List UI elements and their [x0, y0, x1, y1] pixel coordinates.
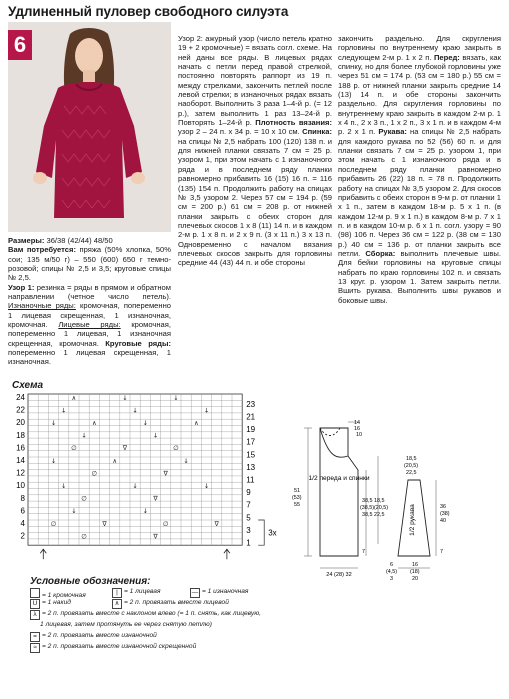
- dim-sleeve-top-3: 22,5: [406, 470, 417, 476]
- chart-stitch-symbol: ∇: [122, 444, 128, 453]
- legend-text: = 1 кромочная: [42, 592, 86, 599]
- row-number-right: 9: [246, 488, 251, 498]
- legend-symbol-icon: |: [112, 588, 122, 598]
- dim-sleeve-len-3: 40: [440, 518, 446, 524]
- chart-stitch-symbol: ∅: [71, 444, 77, 453]
- dim-side-1: 38,5: [362, 498, 373, 504]
- knit-rows-value: кромочная, попеременно 1 лицевая, 1 изнаночная скрещенная, кромочная.: [8, 320, 171, 348]
- row-number-right: 13: [246, 462, 256, 472]
- chart-stitch-symbol: ↓: [132, 481, 138, 490]
- sweater-photo-illustration: [8, 22, 171, 232]
- row-number-left: 24: [16, 392, 25, 402]
- pattern-number-badge: 6: [8, 30, 32, 60]
- purl-rows-value: кромочная, попеременно 1 лицевая скрещенная, 1 изнаночная, кромочная.: [8, 301, 171, 330]
- row-number-right: 15: [246, 450, 256, 460]
- chart-stitch-symbol: ↓: [203, 481, 210, 490]
- dim-base-3: 20: [412, 576, 418, 582]
- dim-sleeve-top-2: (20,5): [404, 463, 419, 469]
- chart-stitch-symbol: ∧: [193, 418, 199, 427]
- row-number-left: 18: [16, 430, 25, 440]
- chart-stitch-symbol: ∇: [102, 519, 107, 528]
- dim-armhole-2: (20,5): [374, 505, 389, 511]
- purl-rows-label: Изнаночные ряды:: [8, 301, 76, 311]
- dim-cuff-1: 6: [390, 562, 393, 568]
- legend-item: [30, 632, 157, 642]
- row-number-right: 1: [246, 538, 251, 548]
- row-number-left: 6: [20, 506, 25, 516]
- assembly-value: выполнить плечевые швы. Для бейки горловины на круговые спицы набрать по краю горловины 102 п. и связать 13 круг. р. узором 1. Затем закрыть петли. Вшить рукава. Выполнить швы рукавов и боковые швы.: [338, 248, 501, 305]
- front-back-outline: [320, 428, 358, 556]
- column-1: [8, 236, 171, 367]
- row-number-right: 11: [246, 475, 255, 485]
- density-value: узор 2 – 24 п. x 34 р. = 10 x 10 см.: [178, 127, 300, 137]
- row-number-left: 20: [16, 418, 25, 428]
- chart-stitch-symbol: ∅: [81, 532, 87, 541]
- dim-sleeve-len-2: (38): [440, 511, 450, 517]
- front-back-label: 1/2 переда и спинки: [308, 475, 370, 482]
- sizes-label: Размеры:: [8, 236, 45, 245]
- row-number-left: 10: [16, 481, 25, 491]
- legend-text: = 2 п. провязать вместе изнаночной скрещенной: [42, 643, 197, 650]
- model-photo: [8, 22, 171, 232]
- chart-stitch-symbol: ∧: [112, 456, 118, 465]
- chart-stitch-symbol: ∧: [91, 418, 97, 427]
- chart-stitch-symbol: ↓: [50, 418, 57, 427]
- dim-side-3: 38,5: [362, 512, 373, 518]
- legend-item: [40, 621, 212, 629]
- chart-stitch-symbol: ↓: [81, 431, 87, 440]
- chart-stitch-symbol: ∧: [71, 393, 77, 402]
- chart-stitch-symbol: ∅: [162, 519, 169, 528]
- legend-item: [30, 643, 196, 653]
- chart-stitch-symbol: ∅: [173, 444, 179, 453]
- chart-stitch-symbol: ∇: [153, 494, 158, 503]
- front-label: Перед:: [433, 52, 460, 62]
- legend-item: [112, 599, 229, 609]
- chart-stitch-symbol: ↓: [183, 456, 189, 465]
- chart-stitch-symbol: ↓: [61, 406, 67, 415]
- schema-title: Схема: [12, 380, 44, 391]
- dim-armhole-1: 18,5: [374, 498, 385, 504]
- col3-intro: закончить раздельно. Для скругления горловины по внутреннему краю закрыть в следующем 2-м р. 1 x 2 п.: [338, 34, 501, 62]
- row-number-left: 2: [20, 531, 25, 541]
- legend-symbol-icon: ≈: [30, 643, 40, 653]
- legend-text: = 2 п. провязать вместе изнаночной: [42, 632, 157, 639]
- row-number-right: 23: [246, 399, 256, 409]
- row-number-right: 5: [246, 513, 251, 523]
- round-rows-value: попеременно 1 лицевая скрещенная, 1 изнаночная.: [8, 348, 171, 367]
- garment-schematics: [290, 416, 505, 586]
- legend-symbol-icon: ∧: [112, 599, 122, 609]
- chart-stitch-symbol: ↓: [50, 456, 57, 465]
- pattern1-value: резинка = ряды в прямом и обратном направлении: [8, 282, 171, 302]
- chart-stitch-symbol: ∅: [50, 519, 57, 528]
- dim-base-1: 16: [412, 562, 418, 568]
- legend-symbol-icon: =: [30, 632, 40, 642]
- chart-stitch-symbol: ↓: [173, 393, 179, 402]
- chart-stitch-symbol: ↓: [152, 431, 159, 440]
- dim-sleeve-top-1: 18,5: [406, 456, 417, 462]
- row-number-left: 14: [16, 455, 25, 465]
- sleeve-label: Рукава:: [378, 127, 407, 137]
- density-label: Плотность вязания:: [255, 118, 332, 128]
- legend-item: [30, 610, 261, 620]
- row-number-right: 21: [246, 412, 256, 422]
- row-number-right: 3: [246, 525, 251, 535]
- chart-stitch-symbol: ∇: [214, 519, 219, 528]
- chart-stitch-symbol: ↓: [132, 406, 138, 415]
- dim-hem-front: 7: [362, 549, 365, 555]
- row-number-left: 12: [16, 468, 25, 478]
- dim-hem-sleeve: 7: [440, 549, 443, 555]
- legend-text: = 2 п. провязать вместе с наклоном влево (= 1 п. снять, как лицевую,: [42, 610, 261, 617]
- row-number-left: 8: [20, 493, 25, 503]
- dim-cuff-2: (4,5): [386, 569, 398, 575]
- row-number-right: 17: [246, 437, 256, 447]
- materials-value: пряжа (50% хлопка, 50% сои; 135 м/50 г) – 550 (600) 650 г темно-розовой; спицы № 2,5 и 3,5; круговые спицы № 2,5.: [8, 245, 171, 283]
- back-value: на спицы № 2,5 набрать 100 (120) 138 п. и для нижней планки связать 7 см = 25 р. узором 1, при этом начать с 1 изнаночного ряда и в последнем ряду планки равномерно прибавить 16 (15) 16 п. = 116 (135) 154 п. Продолжить работу на спицах № 3,5 узором 2. Через 57 см = 194 р. (59 см = 200 р.) 61 см = 208 р. от нижней планки закрыть с обеих сторон для плечевых скосов 1 x 8 (11) 14 п. и в каждом 2-м р. 1 x 8 п. и 2 x 9 п. (3 x 11 п.) 3 x 13 п. Одновременно с началом вязания плечевых скосов закрыть для горловины средние 44 (43) 44 п. и обе стороны: [178, 136, 332, 268]
- chart-stitch-symbol: ↓: [142, 418, 148, 427]
- legend-item: [190, 588, 248, 598]
- dim-base-2: (18): [410, 569, 420, 575]
- dim-top-14: 14: [354, 420, 360, 426]
- legend-symbol-icon: —: [191, 589, 199, 596]
- repeat-bracket: [258, 520, 264, 545]
- legend-text: = 1 лицевая: [124, 588, 161, 595]
- legend-text: = 1 изнаночная: [202, 588, 249, 595]
- row-number-right: 7: [246, 500, 251, 510]
- chart-stitch-symbol: ∅: [91, 469, 98, 478]
- legend-title: Условные обозначения:: [30, 576, 151, 587]
- knit-rows-label: Лицевые ряды:: [58, 320, 121, 330]
- repeat-label: 3x: [268, 528, 277, 538]
- chart-stitch-symbol: ∇: [153, 532, 158, 541]
- chart-stitch-symbol: ↓: [122, 393, 128, 402]
- page-title: Удлиненный пуловер свободного силуэта: [8, 4, 289, 19]
- dim-width: 24 (28) 32: [326, 572, 352, 578]
- sleeve-value: на спицы № 2,5 набрать для каждого рукава по 52 (56) 60 п. и для планки связать 7 см = 25 р. узором 1, при этом начать с 1 изнаночного ряда и в последнем ряду планки равномерно прибавить 26 (22) 18 п. = 78 п. Продолжить работу на спицах № 3,5 узором 2. Для скосов прибавить с обеих сторон в 9-м р. от планки 1 x 1 п., затем в каждом 18-м р. 5 x 1 п. (в каждом 12-м р. 9 x 1 п.) в каждом 8-м р. 7 x 1 п. и в каждом 10-м р. 6 x 1 п. согл. узору = 90 (98) 106 п. Через 36 см = 122 р. (38 см = 130 р.) 40 см = 136 р. от планки закрыть все петли.: [338, 127, 501, 258]
- back-label: Спинка:: [302, 127, 332, 137]
- legend-symbol-icon: λ: [30, 610, 40, 620]
- dim-cuff-3: 3: [390, 576, 393, 582]
- pattern2-text: Узор 2: ажурный узор (число петель кратно 19 + 2 кромочные) = вязать согл. схеме. На ней даны все ряды. В лицевых рядах начать с петли перед правой стрелкой, постоянно повторять раппорт из 19 п. между стрелками, закончить петлей после левой стрелки; в изнаночных рядах вязать наоборот. Выполнить 3 раза 1–4-й р. (= 12 р.), затем выполнить 1 раз 13–24-й р. Повторять 1–24-й р.: [178, 34, 332, 128]
- column-3: [338, 34, 501, 305]
- row-number-left: 4: [20, 518, 25, 528]
- legend-item: [30, 599, 71, 609]
- chart-stitch-symbol: ↓: [203, 406, 210, 415]
- dim-top-16: 16: [354, 426, 360, 432]
- legend-symbol-icon: [30, 588, 40, 598]
- row-number-left: 16: [16, 443, 25, 453]
- dim-height-55: 55: [294, 502, 300, 508]
- row-number-right: 19: [246, 425, 256, 435]
- legend-symbol-icon: U: [30, 599, 40, 609]
- legend-item: [112, 588, 161, 598]
- sizes-value: 36/38 (42/44) 48/50: [44, 236, 113, 245]
- chart-stitch-symbol: ↓: [142, 507, 148, 516]
- sleeve-label: 1/2 рукава: [409, 504, 416, 536]
- chart-stitch-symbol: ↓: [71, 507, 77, 516]
- round-rows-label: Круговые ряды:: [105, 338, 171, 348]
- chart-stitch-symbol: ∅: [81, 494, 87, 503]
- legend-text: = 2 п. провязать вместе лицевой: [124, 599, 229, 606]
- dim-side-2: (38,5): [360, 505, 375, 511]
- legend-text: 1 лицевая, затем протянуть ее через снятую петлю): [40, 621, 212, 628]
- assembly-label: Сборка:: [365, 248, 396, 258]
- dim-sleeve-len-1: 36: [440, 504, 446, 510]
- front-value: вязать, как спинку, но для более глубокой горловины уже через 51 см = 174 р. (53 см = 180 р.) 55 см = 188 р. от нижней планки закрыть средние 14 (13) 14 п. и обе стороны закончить раздельно. Для скругления горловины по внутреннему краю закрыть в каждом 2-м р. 1 x 4 п., 2 x 3 п., 1 x 2 п., 3 x 1 п. и в каждом 4-м р. 2 x 1 п.: [338, 52, 501, 137]
- dim-armhole-3: 22,5: [374, 512, 385, 518]
- pattern1-label: Узор 1:: [8, 282, 35, 292]
- dim-height-51: 51: [294, 488, 300, 494]
- legend-text: = 1 накид: [42, 599, 71, 606]
- pattern1-value2: (четное число петель).: [54, 292, 171, 302]
- row-number-left: 22: [16, 405, 25, 415]
- dim-neck-depth: 10: [356, 432, 362, 438]
- materials-label: Вам потребуется:: [8, 245, 76, 255]
- column-2: [178, 34, 332, 268]
- knitting-chart: [8, 390, 280, 562]
- dim-height-53: (53): [292, 495, 302, 501]
- chart-stitch-symbol: ↓: [61, 481, 67, 490]
- chart-stitch-symbol: ∇: [163, 469, 168, 478]
